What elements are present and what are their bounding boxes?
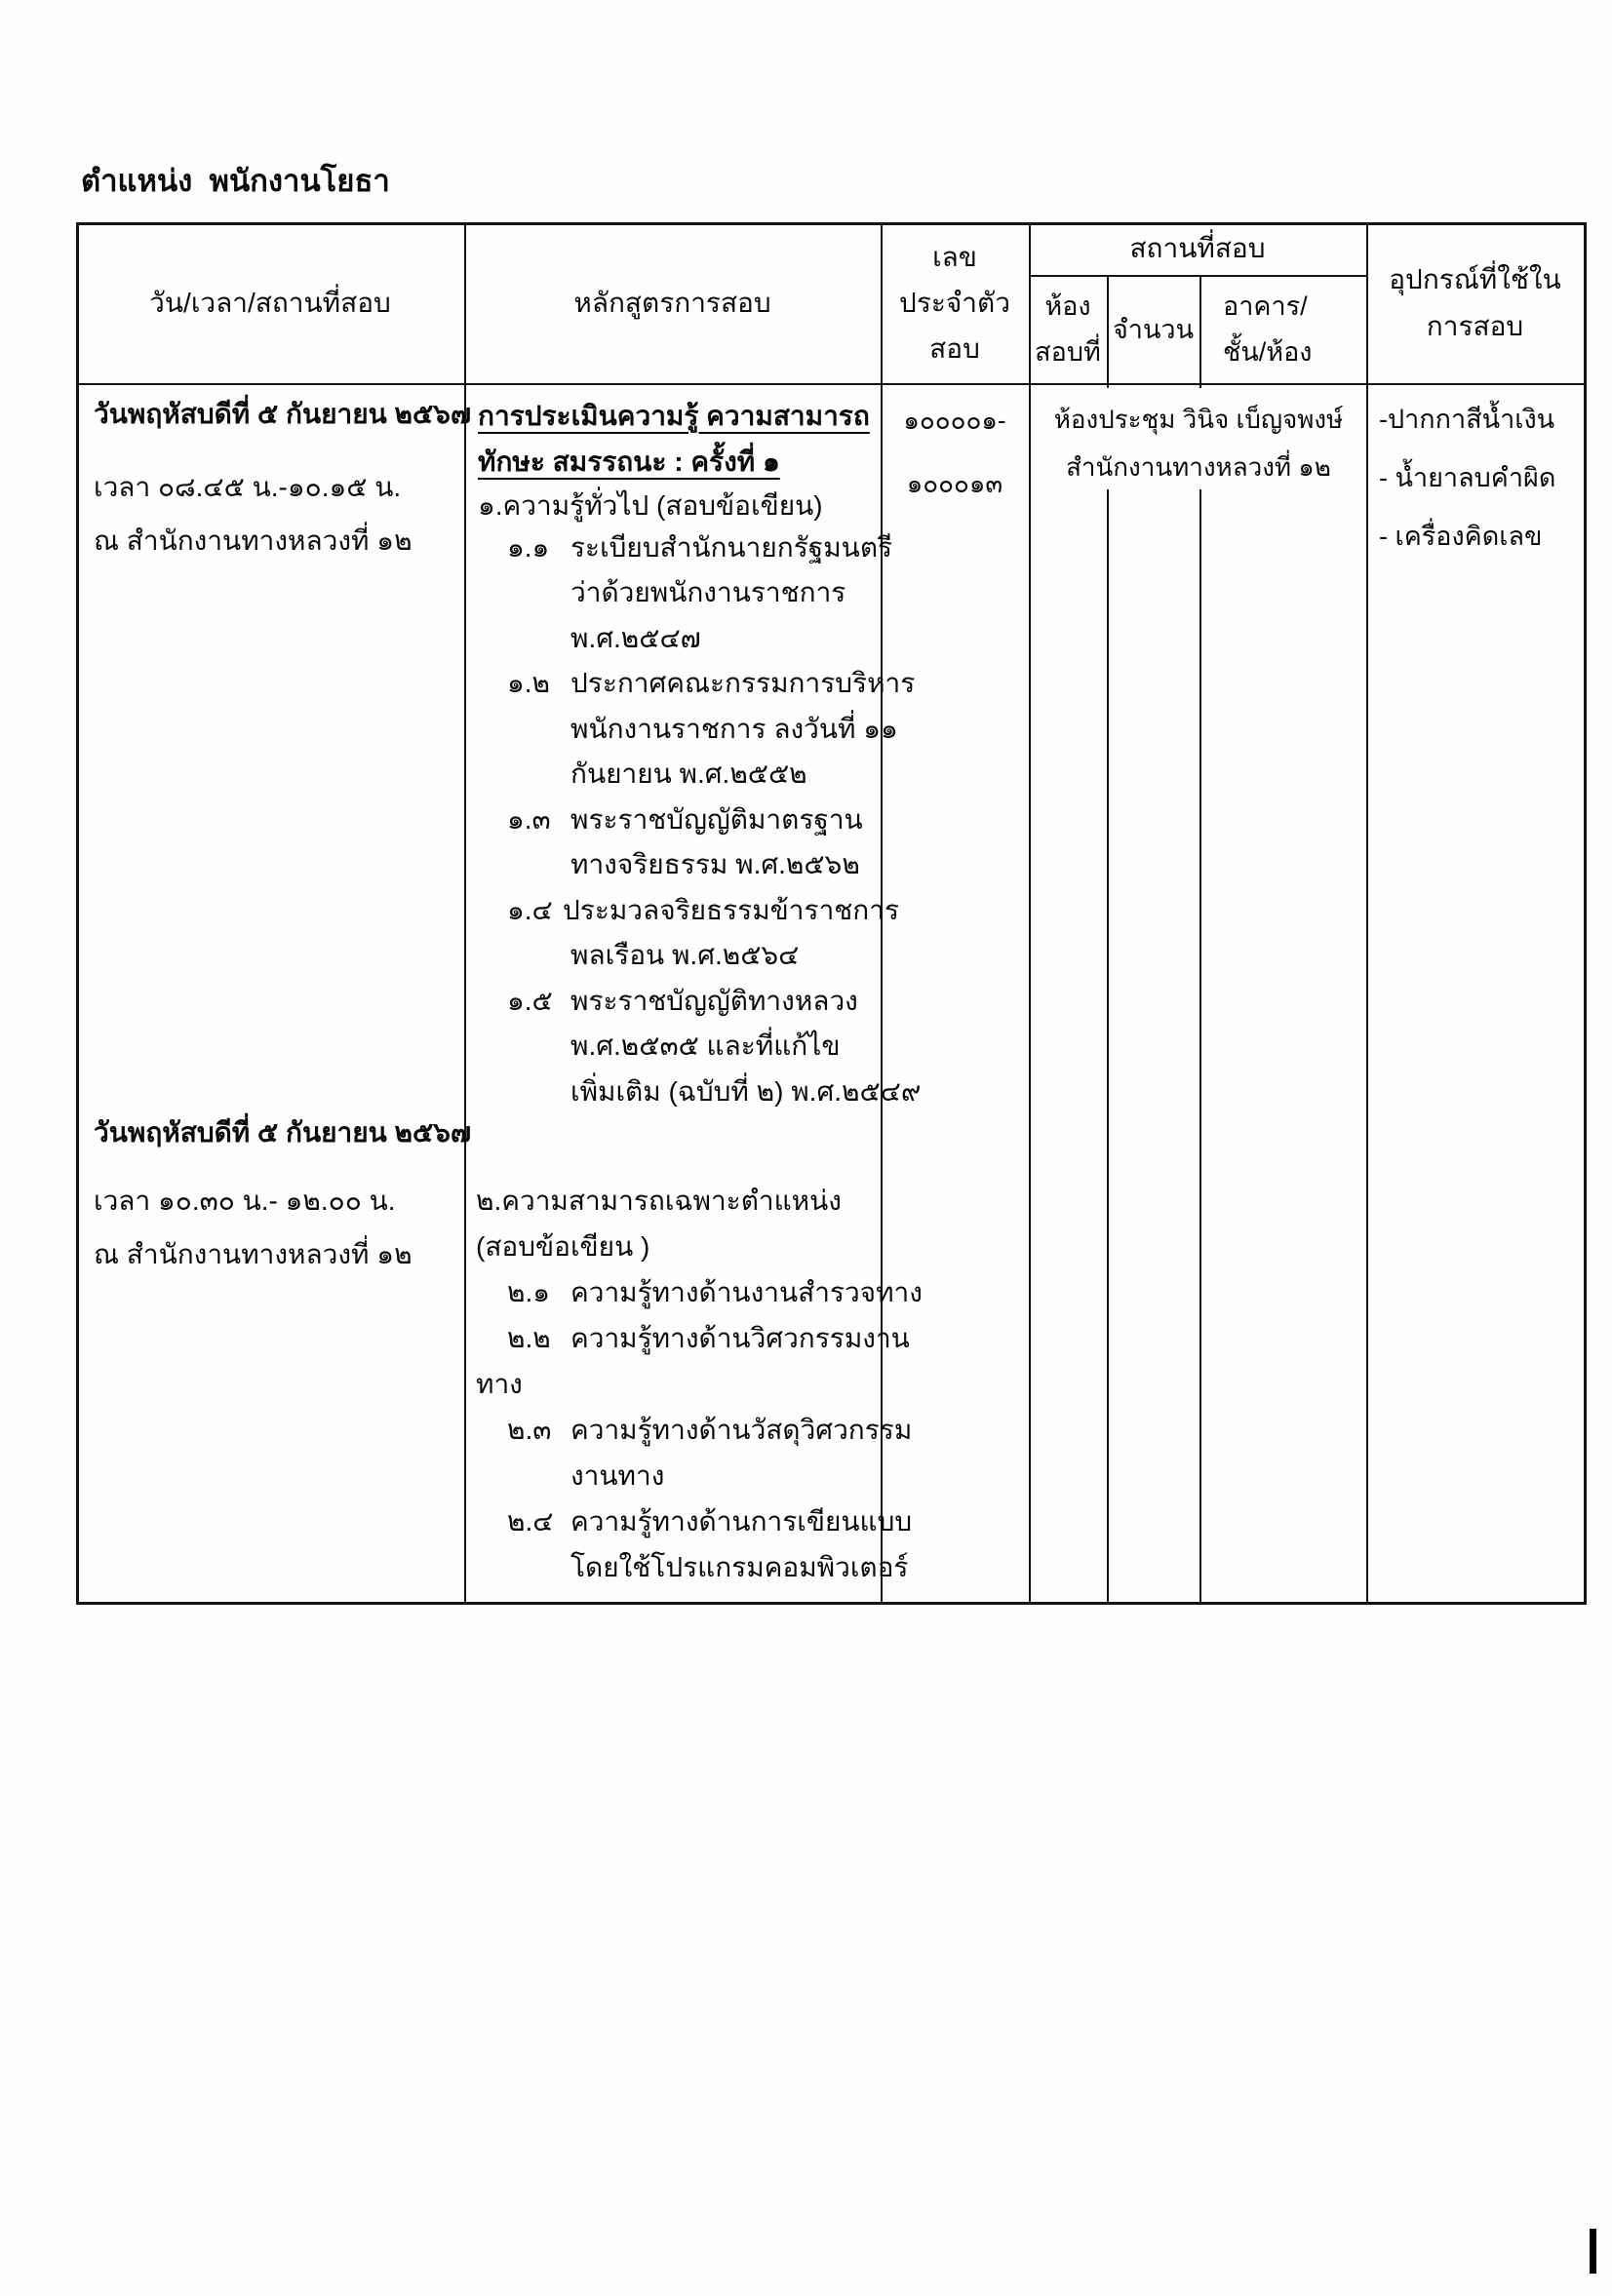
col-divider-building-equipment — [1366, 222, 1368, 1605]
course-item-1-5-cont2: เพิ่มเติม (ฉบับที่ ๒) พ.ศ.๒๕๔๙ — [570, 1076, 922, 1107]
header-datetime-label: วัน/เวลา/สถานที่สอบ — [149, 287, 391, 318]
course-item-1-1 — [507, 526, 892, 569]
item-number: ๒.๒ — [507, 1323, 551, 1353]
session2-place: ณ สำนักงานทางหลวงที่ ๑๒ — [94, 1239, 413, 1269]
header-exam-id-line3: สอบ — [929, 333, 980, 364]
item-number: ๑.๑ — [507, 532, 550, 563]
item-text: พระราชบัญญัติทางหลวง — [570, 986, 858, 1016]
header-room — [1029, 275, 1107, 383]
course-item-2-4 — [507, 1500, 912, 1543]
position-title: ตำแหน่ง พนักงานโยธา — [81, 164, 390, 198]
session1-date: วันพฤหัสบดีที่ ๕ กันยายน ๒๕๖๗ — [94, 399, 472, 429]
course-item-1-2-cont1: พนักงานราชการ ลงวันที่ ๑๑ — [570, 714, 898, 744]
header-location-group-label: สถานที่สอบ — [1129, 233, 1266, 263]
session2-date: วันพฤหัสบดีที่ ๕ กันยายน ๒๕๖๗ — [94, 1117, 472, 1148]
item-number: ๒.๔ — [507, 1506, 554, 1537]
course-item-2-2 — [507, 1317, 910, 1360]
equipment-item-1: -ปากกาสีน้ำเงิน — [1379, 405, 1555, 434]
session1-place: ณ สำนักงานทางหลวงที่ ๑๒ — [94, 525, 413, 556]
course-item-1-2 — [507, 662, 915, 705]
item-number: ๑.๔ — [507, 895, 553, 925]
header-exam-id — [881, 222, 1029, 383]
table-border-bottom — [76, 1602, 1587, 1605]
header-course — [464, 222, 881, 383]
course-title-line2: ทักษะ สมรรถนะ : ครั้งที่ ๑ — [478, 447, 780, 477]
header-exam-id-line1: เลข — [932, 242, 977, 272]
course-item-2-3-cont1: งานทาง — [570, 1460, 665, 1491]
course-item-1-4-cont1: พลเรือน พ.ศ.๒๕๖๔ — [570, 940, 800, 970]
item-number: ๒.๑ — [507, 1277, 551, 1307]
course-section-1: ๑.ความรู้ทั่วไป (สอบข้อเขียน) — [478, 490, 823, 521]
course-item-1-5-cont1: พ.ศ.๒๕๓๕ และที่แก้ไข — [570, 1031, 841, 1061]
course-item-2-4-cont1: โดยใช้โปรแกรมคอมพิวเตอร์ — [570, 1552, 909, 1582]
header-course-label: หลักสูตรการสอบ — [573, 287, 771, 318]
session2-time: เวลา ๑๐.๓๐ น.- ๑๒.๐๐ น. — [94, 1186, 396, 1216]
course-item-2-2-cont1: ทาง — [476, 1369, 523, 1399]
header-datetime — [76, 222, 464, 383]
course-item-1-1-cont1: ว่าด้วยพนักงานราชการ — [570, 577, 846, 607]
item-text: พระราชบัญญัติมาตรฐาน — [570, 804, 863, 835]
header-count — [1107, 275, 1199, 383]
exam-id-start: ๑๐๐๐๐๑- — [903, 406, 1006, 435]
exam-id-end: ๑๐๐๐๑๓ — [906, 469, 1003, 498]
course-title-line1: การประเมินความรู้ ความสามารถ — [478, 401, 870, 431]
col-divider-examid-location — [1029, 222, 1031, 1605]
header-room-line2: สอบที่ — [1035, 336, 1101, 367]
course-item-1-5 — [507, 980, 858, 1023]
course-section-2: ๒.ความสามารถเฉพาะตำแหน่ง — [476, 1186, 842, 1216]
course-item-1-4 — [507, 889, 899, 932]
header-exam-id-line2: ประจำตัว — [899, 288, 1010, 318]
session1-time: เวลา ๐๘.๔๕ น.-๑๐.๑๕ น. — [94, 472, 402, 502]
header-building-line1: อาคาร/ — [1223, 291, 1308, 321]
course-item-1-2-cont2: กันยายน พ.ศ.๒๕๕๒ — [570, 759, 807, 789]
item-text: ความรู้ทางด้านวิศวกรรมงาน — [570, 1323, 910, 1353]
exam-location-line1: ห้องประชุม วินิจ เบ็ญจพงษ์ — [1053, 405, 1344, 434]
equipment-item-2: - น้ำยาลบคำผิด — [1379, 463, 1556, 492]
item-text: ระเบียบสำนักนายกรัฐมนตรี — [570, 532, 893, 563]
item-number: ๑.๓ — [507, 804, 551, 835]
header-room-line1: ห้อง — [1044, 291, 1091, 321]
item-number: ๑.๒ — [507, 668, 551, 698]
header-location-group — [1029, 222, 1366, 275]
course-section-2-sub: (สอบข้อเขียน ) — [476, 1231, 650, 1262]
table-border-left — [76, 222, 79, 1605]
item-text: ประมวลจริยธรรมข้าราชการ — [563, 895, 900, 925]
item-text: ความรู้ทางด้านงานสำรวจทาง — [570, 1277, 923, 1307]
header-count-label: จำนวน — [1112, 314, 1195, 344]
header-equipment-line1: อุปกรณ์ที่ใช้ใน — [1389, 263, 1561, 294]
header-equipment — [1366, 222, 1584, 383]
course-item-1-1-cont2: พ.ศ.๒๕๔๗ — [570, 623, 701, 653]
equipment-item-3: - เครื่องคิดเลข — [1379, 522, 1543, 551]
course-item-1-3-cont1: ทางจริยธรรม พ.ศ.๒๕๖๒ — [570, 849, 860, 879]
exam-location — [1034, 388, 1363, 489]
item-number: ๑.๕ — [507, 986, 553, 1016]
item-text: ความรู้ทางด้านวัสดุวิศวกรรม — [570, 1415, 913, 1445]
course-item-1-3 — [507, 798, 863, 841]
exam-location-line2: สำนักงานทางหลวงที่ ๑๒ — [1066, 452, 1331, 482]
course-item-2-1 — [507, 1271, 923, 1314]
item-number: ๒.๓ — [507, 1415, 552, 1445]
scan-artifact — [1590, 2229, 1596, 2274]
course-item-2-3 — [507, 1409, 912, 1452]
table-border-right — [1584, 222, 1587, 1605]
item-text: ประกาศคณะกรรมการบริหาร — [570, 668, 916, 698]
header-equipment-line2: การสอบ — [1426, 310, 1524, 341]
header-building-line2: ชั้น/ห้อง — [1223, 336, 1313, 367]
header-divider — [76, 383, 1587, 385]
item-text: ความรู้ทางด้านการเขียนแบบ — [570, 1506, 913, 1537]
header-building — [1199, 275, 1366, 383]
